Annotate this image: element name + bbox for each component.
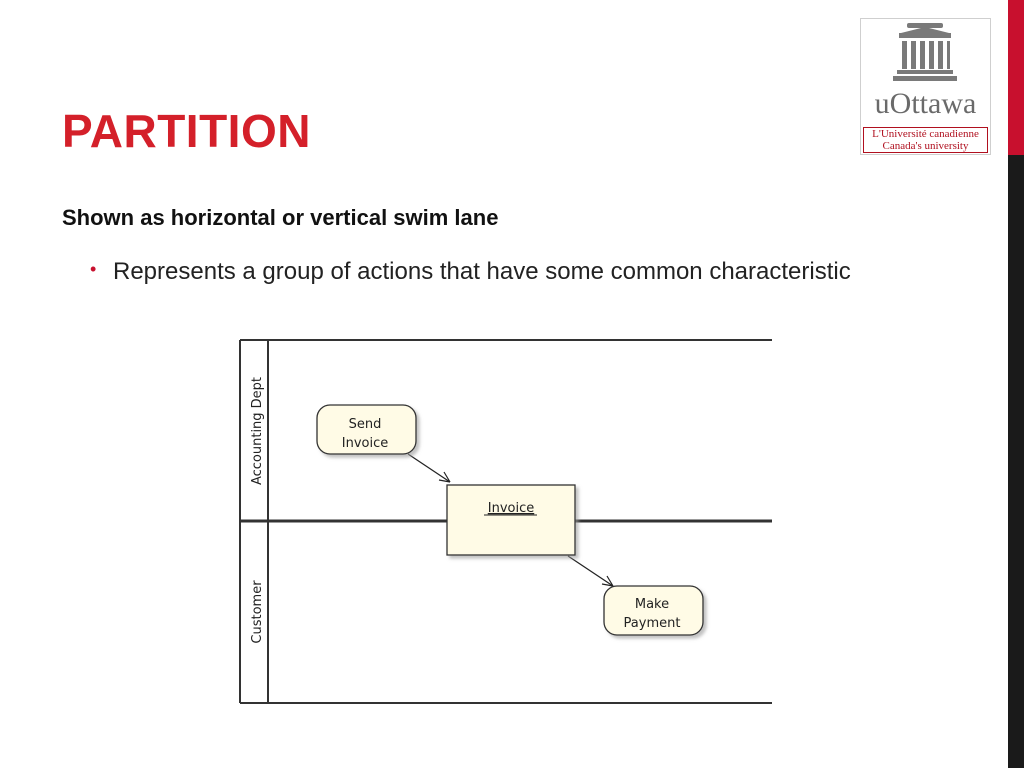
bullet-marker: • — [90, 259, 97, 279]
object-invoice-label: Invoice — [487, 501, 535, 516]
logo-tagline-en: Canada's university — [882, 140, 969, 152]
swimlane-diagram — [230, 330, 790, 720]
logo-wordmark: uOttawa — [874, 87, 977, 120]
accent-bar-dark — [1008, 155, 1024, 768]
lane-label-customer: Customer — [250, 580, 265, 644]
logo-tagline — [863, 127, 988, 153]
slide-subheading: Shown as horizontal or vertical swim lane — [62, 205, 499, 230]
lane-label-accounting: Accounting Dept — [250, 376, 265, 486]
action-send-invoice-line1: Send — [348, 417, 382, 432]
flow-arrow-send-to-invoice — [408, 454, 450, 482]
building-icon — [861, 19, 990, 89]
accent-bar-red — [1008, 0, 1024, 155]
uottawa-logo — [860, 18, 991, 155]
action-send-invoice-line2: Invoice — [341, 436, 389, 451]
logo-tagline-fr: L'Université canadienne — [872, 128, 979, 140]
action-make-payment-line2: Payment — [623, 616, 681, 631]
object-invoice — [447, 485, 575, 555]
bullet-item: Represents a group of actions that have some common characteristic — [113, 258, 851, 285]
slide-title: PARTITION — [62, 105, 311, 157]
flow-arrow-invoice-to-payment — [568, 556, 613, 586]
action-make-payment-line1: Make — [634, 597, 670, 612]
